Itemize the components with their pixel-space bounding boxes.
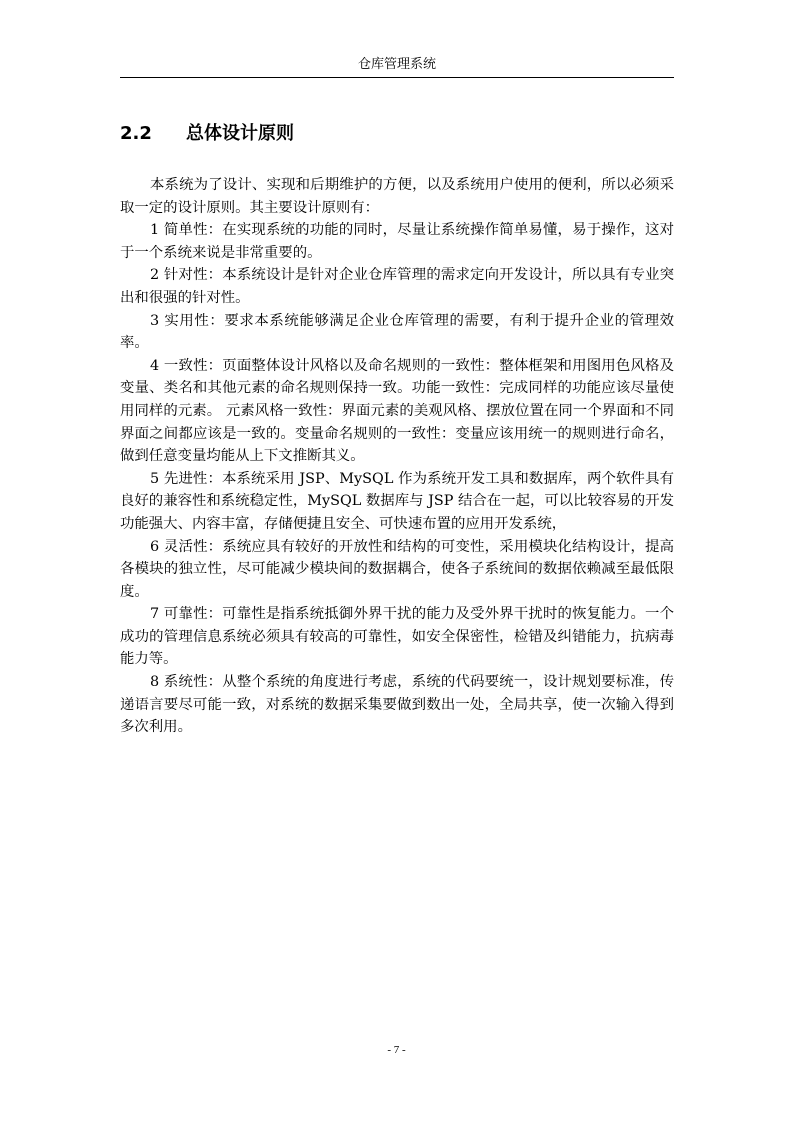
paragraph-simplicity: 1 简单性：在实现系统的功能的同时，尽量让系统操作简单易懂，易于操作，这对于一个系统来说是非常重要的。 [120,222,674,261]
paragraph-practicality: 3 实用性：要求本系统能够满足企业仓库管理的需要，有利于提升企业的管理效率。 [120,312,674,352]
paragraph-consistency: 4 一致性：页面整体设计风格以及命名规则的一致性：整体框架和用图用色风格及变量、类名和其他元素的命名规则保持一致。功能一致性：完成同样的功能应该尽量使用同样的元素。 元素风格一致性：界面元素的美观风格、摆放位置在同一个界面和不同界面之间都应该是一致的。变量命名规则的一致性：变量应该用统一的规则进行命名，做到任意变量均能从上下文推断其义。 [120,357,674,465]
section-heading [120,120,294,148]
paragraph-systematicness: 8 系统性：从整个系统的角度进行考虑，系统的代码要统一，设计规划要标准，传递语言要尽可能一致，对系统的数据采集要做到数出一处，全局共享，使一次输入得到多次利用。 [120,674,674,736]
paragraph-flexibility: 6 灵活性：系统应具有较好的开放性和结构的可变性，采用模块化结构设计，提高各模块的独立性，尽可能减少模块间的数据耦合，使各子系统间的数据依赖减至最低限度。 [120,538,674,600]
section-title: 总体设计原则 [186,123,294,144]
running-header: 仓库管理系统 [357,57,436,72]
header-divider [120,77,674,78]
body-text [120,174,674,739]
page-number: - 7 - [387,1044,406,1056]
section-number: 2.2 [120,123,152,144]
paragraph-intro: 本系统为了设计、实现和后期维护的方便，以及系统用户使用的便利，所以必须采取一定的设计原则。其主要设计原则有： [120,177,674,216]
paragraph-pertinence: 2 针对性：本系统设计是针对企业仓库管理的需求定向开发设计，所以具有专业突出和很强的针对性。 [120,267,674,306]
paragraph-reliability: 7 可靠性：可靠性是指系统抵御外界干扰的能力及受外界干扰时的恢复能力。一个成功的管理信息系统必须具有较高的可靠性，如安全保密性，检错及纠错能力，抗病毒能力等。 [120,606,674,668]
paragraph-advancement: 5 先进性：本系统采用 JSP、MySQL 作为系统开发工具和数据库，两个软件具有良好的兼容性和系统稳定性，MySQL 数据库与 JSP 结合在一起，可以比较容易的开发功能强大、内容丰富，存储便捷且安全、可快速布置的应用开发系统， [120,470,674,532]
